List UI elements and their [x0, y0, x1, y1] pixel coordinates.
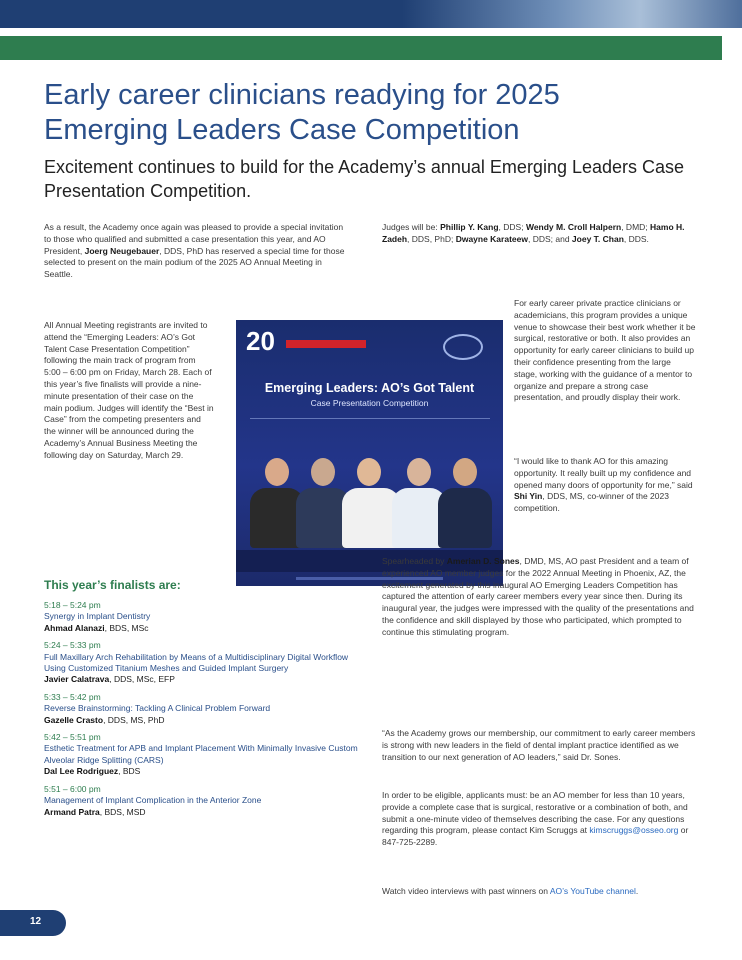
video-paragraph: Watch video interviews with past winners on AO’s YouTube channel.: [382, 886, 639, 896]
finalist-name: Dal Lee Rodriguez, BDS: [44, 766, 141, 777]
photo-headline: Emerging Leaders: AO’s Got Talent: [264, 381, 475, 395]
youtube-channel-link[interactable]: AO’s YouTube channel: [549, 886, 636, 896]
article-title: Early career clinicians readying for 2025 Emerging Leaders Case Competition: [44, 79, 560, 146]
finalist-entry: [44, 732, 362, 778]
finalists-heading: This year’s finalists are:: [44, 578, 181, 592]
finalist-time: 5:24 – 5:33 pm: [44, 640, 101, 651]
annual-meeting-logo: 20: [246, 328, 366, 354]
top-banner: [0, 0, 742, 28]
finalist-time: 5:42 – 5:51 pm: [44, 732, 101, 743]
judge-portrait: [438, 458, 492, 548]
finalists-section: [44, 578, 362, 824]
competition-photo: [236, 320, 503, 586]
finalist-name: Gazelle Crasto, DDS, MS, PhD: [44, 714, 165, 725]
finalist-entry: [44, 600, 362, 634]
article-subtitle: Excitement continues to build for the Academy’s annual Emerging Leaders Case Presentation Competition.: [44, 157, 685, 201]
finalist-entry: [44, 784, 362, 818]
finalist-name: Armand Patra, BDS, MSD: [44, 806, 146, 817]
finalist-case-title: Esthetic Treatment for APB and Implant Placement With Minimally Invasive Custom Alveolar Ridge Splitting (CARS): [44, 743, 358, 765]
finalist-case-title: Reverse Brainstorming: Tackling A Clinical Problem Forward: [44, 703, 271, 714]
winner-quote: “I would like to thank AO for this amazing opportunity. It really built up my confidence and opened many doors of opportunity for me,” said Shi Yin, DDS, MS, co-winner of the 2023 competition.: [514, 456, 693, 514]
ao-logo-icon: [443, 334, 483, 360]
venue-paragraph: For early career private practice clinicians or academicians, this program provides a unique venue to showcase their best work whether it be surgical, restorative or both. It also provides an opportunity for early career clinicians to build up their confidence presenting from the large stage, working with the guidance of a mentor to organize and prepare a strong case presentation, and proudly display their work.: [514, 298, 696, 403]
finalist-time: 5:51 – 6:00 pm: [44, 783, 101, 794]
photo-subline: Case Presentation Competition: [310, 398, 429, 408]
contact-email-link[interactable]: kimscruggs@osseo.org: [589, 825, 679, 836]
history-paragraph: Spearheaded by Amerian D. Sones, DMD, MS, AO past President and a team of experienced AO member judges for the 2022 Annual Meeting in Phoenix, AZ, the excitement generated by this inaugural AO Emerging Leaders Competition has captured the attention of early career members every year since then. During its inaugural year, the judges were impressed with the quality of the presentations and the confidence and skill displayed by those who participated, which prompted to continue this stimulating program.: [382, 556, 694, 637]
finalist-case-title: Management of Implant Complication in the Anterior Zone: [44, 795, 262, 806]
page-number: 12: [30, 916, 42, 927]
finalists-list: [44, 600, 362, 818]
section-header-bar: [0, 36, 722, 60]
finalist-entry: [44, 640, 362, 686]
finalist-time: 5:18 – 5:24 pm: [44, 600, 101, 610]
finalist-name: Javier Calatrava, DDS, MSc, EFP: [44, 674, 175, 685]
finalist-name: Ahmad Alanazi, BDS, MSc: [44, 622, 149, 633]
sones-quote: “As the Academy grows our membership, our commitment to early career members is strong with new leaders in the field of dental implant practice identified as we transition to our next generation of AO leaders,” said Dr. Sones.: [382, 728, 696, 762]
eligibility-paragraph: In order to be eligible, applicants must: be an AO member for less than 10 years, provide a complete case that is surgical, restorative or a combination of both, and submit a one-minute video of themselves describing the case. For any questions regarding this program, please contact Kim Scruggs at kimscruggs@osseo.org or 847-725-2289.: [382, 790, 689, 848]
judges-paragraph: Judges will be: Phillip Y. Kang, DDS; Wendy M. Croll Halpern, DMD; Hamo H. Zadeh, DDS, PhD; Dwayne Karateew, DDS; and Joey T. Chan, DDS.: [382, 222, 685, 244]
finalist-case-title: Full Maxillary Arch Rehabilitation by Means of a Multidisciplinary Digital Workflow Using Customized Titanium Meshes and Guided Implant Surgery: [44, 651, 349, 674]
finalist-entry: [44, 692, 362, 726]
finalist-time: 5:33 – 5:42 pm: [44, 691, 101, 702]
intro-paragraph: As a result, the Academy once again was pleased to provide a special invitation to those who qualified and submitted a case presentation this year, and AO President, Joerg Neugebauer, DDS, PhD has reserved a special time for those selected to present on the main podium of the 2025 AO Annual Meeting in Seattle.: [44, 222, 345, 280]
meeting-paragraph: All Annual Meeting registrants are invited to attend the “Emerging Leaders: AO’s Got Talent Case Presentation Competition” following the main track of program from 5:00 – 6:00 pm on Friday, March 28. Each of this year’s five finalists will provide a nine-minute presentation of their case on the main podium. Judges will identify the “Best in Case” from the competing presenters and the winner will be announced during the Academy’s Annual Business Meeting the following day on Saturday, March 29.: [44, 320, 214, 460]
finalist-case-title: Synergy in Implant Dentistry: [44, 611, 151, 622]
